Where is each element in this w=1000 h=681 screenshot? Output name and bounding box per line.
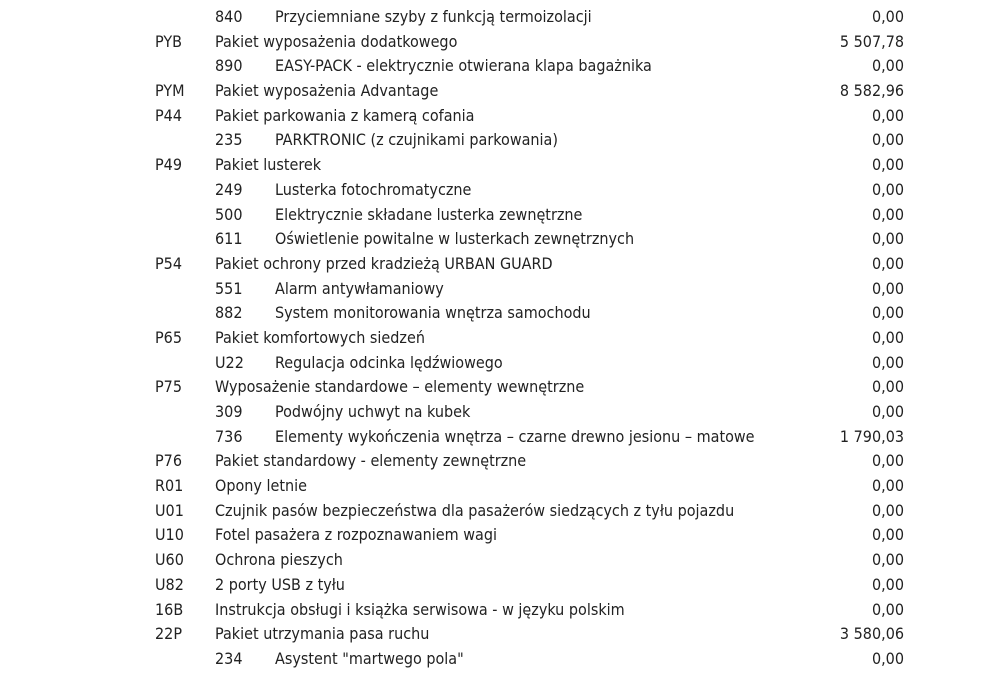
option-code: 551 xyxy=(215,278,243,298)
option-price: 0,00 xyxy=(871,648,904,668)
equipment-row xyxy=(0,598,1000,623)
equipment-row xyxy=(0,548,1000,573)
equipment-row xyxy=(0,622,1000,647)
option-price: 0,00 xyxy=(871,130,904,150)
option-code: P54 xyxy=(155,253,182,273)
option-price: 3 580,06 xyxy=(839,624,904,644)
option-description: System monitorowania wnętrza samochodu xyxy=(275,303,591,323)
option-code: 309 xyxy=(215,402,243,421)
option-description: Elektrycznie składane lusterka zewnętrzne xyxy=(275,204,583,224)
option-price: 0,00 xyxy=(871,377,904,397)
option-description: Podwójny uchwyt na kubek xyxy=(275,402,471,421)
option-price: 0,00 xyxy=(871,476,904,496)
option-code: 840 xyxy=(215,7,243,26)
equipment-row xyxy=(0,128,1000,153)
equipment-row xyxy=(0,277,1000,302)
option-price: 0,00 xyxy=(871,599,904,619)
option-description: Pakiet ochrony przed kradzieżą URBAN GUARD xyxy=(215,253,553,273)
option-code: U01 xyxy=(155,500,184,520)
option-code: 235 xyxy=(215,130,243,150)
option-code: 500 xyxy=(215,204,243,224)
option-code: P76 xyxy=(155,451,182,471)
option-description: 2 porty USB z tyłu xyxy=(215,574,345,594)
option-code: R01 xyxy=(155,476,184,496)
equipment-row xyxy=(0,5,1000,30)
option-code: PYM xyxy=(155,81,185,101)
option-code: U22 xyxy=(215,352,244,372)
equipment-row xyxy=(0,499,1000,524)
equipment-row xyxy=(0,79,1000,104)
option-price: 0,00 xyxy=(871,402,904,421)
option-description: Wyposażenie standardowe – elementy wewnętrzne xyxy=(215,377,585,397)
option-code: 16B xyxy=(155,599,184,619)
option-code: P44 xyxy=(155,105,182,125)
option-price: 1 790,03 xyxy=(839,426,904,446)
option-price: 0,00 xyxy=(871,105,904,125)
equipment-row xyxy=(0,30,1000,55)
option-price: 0,00 xyxy=(871,550,904,570)
option-description: Asystent "martwego pola" xyxy=(275,648,464,668)
option-description: Pakiet lusterek xyxy=(215,155,322,175)
option-code: 882 xyxy=(215,303,243,323)
option-code: P75 xyxy=(155,377,182,397)
option-description: Pakiet utrzymania pasa ruchu xyxy=(215,624,430,644)
equipment-row xyxy=(0,425,1000,450)
option-description: Pakiet wyposażenia dodatkowego xyxy=(215,31,458,51)
option-description: Ochrona pieszych xyxy=(215,550,343,570)
option-code: 22P xyxy=(155,624,182,644)
equipment-row xyxy=(0,375,1000,400)
option-code: U10 xyxy=(155,525,184,545)
option-description: Elementy wykończenia wnętrza – czarne drewno jesionu – matowe xyxy=(275,426,755,446)
option-description: Instrukcja obsługi i książka serwisowa - w języku polskim xyxy=(215,599,625,619)
equipment-list xyxy=(0,5,1000,672)
equipment-row xyxy=(0,301,1000,326)
option-price: 5 507,78 xyxy=(839,31,904,51)
option-code: PYB xyxy=(155,31,182,51)
equipment-row xyxy=(0,351,1000,376)
equipment-row xyxy=(0,178,1000,203)
option-description: PARKTRONIC (z czujnikami parkowania) xyxy=(275,130,558,150)
equipment-row xyxy=(0,474,1000,499)
option-code: 249 xyxy=(215,179,243,199)
option-price: 0,00 xyxy=(871,229,904,249)
equipment-row xyxy=(0,104,1000,129)
option-price: 0,00 xyxy=(871,352,904,372)
equipment-row xyxy=(0,326,1000,351)
option-code: 234 xyxy=(215,648,243,668)
option-code: P65 xyxy=(155,327,182,347)
option-price: 0,00 xyxy=(871,451,904,471)
option-price: 0,00 xyxy=(871,500,904,520)
equipment-row xyxy=(0,400,1000,425)
equipment-row xyxy=(0,54,1000,79)
option-price: 0,00 xyxy=(871,204,904,224)
equipment-row xyxy=(0,252,1000,277)
option-price: 0,00 xyxy=(871,179,904,199)
equipment-row xyxy=(0,153,1000,178)
option-description: Pakiet komfortowych siedzeń xyxy=(215,327,425,347)
equipment-row xyxy=(0,573,1000,598)
option-price: 0,00 xyxy=(871,155,904,175)
option-code: P49 xyxy=(155,155,182,175)
option-price: 0,00 xyxy=(871,525,904,545)
option-description: Regulacja odcinka lędźwiowego xyxy=(275,352,503,372)
option-price: 0,00 xyxy=(871,574,904,594)
option-description: EASY-PACK - elektrycznie otwierana klapa bagażnika xyxy=(275,56,652,76)
equipment-row xyxy=(0,203,1000,228)
option-code: U82 xyxy=(155,574,184,594)
option-code: 736 xyxy=(215,426,243,446)
equipment-row xyxy=(0,647,1000,672)
option-price: 0,00 xyxy=(871,303,904,323)
option-description: Czujnik pasów bezpieczeństwa dla pasażerów siedzących z tyłu pojazdu xyxy=(215,500,735,520)
equipment-row xyxy=(0,523,1000,548)
option-code: 611 xyxy=(215,229,243,249)
option-description: Przyciemniane szyby z funkcją termoizolacji xyxy=(275,7,592,26)
option-description: Opony letnie xyxy=(215,476,307,496)
option-price: 0,00 xyxy=(871,253,904,273)
equipment-row xyxy=(0,449,1000,474)
option-price: 0,00 xyxy=(871,56,904,76)
option-price: 8 582,96 xyxy=(839,81,904,101)
option-price: 0,00 xyxy=(871,278,904,298)
option-description: Fotel pasażera z rozpoznawaniem wagi xyxy=(215,525,497,545)
option-description: Lusterka fotochromatyczne xyxy=(275,179,472,199)
equipment-row xyxy=(0,227,1000,252)
option-description: Alarm antywłamaniowy xyxy=(275,278,444,298)
option-description: Oświetlenie powitalne w lusterkach zewnętrznych xyxy=(275,229,635,249)
option-price: 0,00 xyxy=(871,7,904,26)
option-code: U60 xyxy=(155,550,184,570)
option-price: 0,00 xyxy=(871,327,904,347)
option-description: Pakiet parkowania z kamerą cofania xyxy=(215,105,475,125)
option-code: 890 xyxy=(215,56,243,76)
option-description: Pakiet wyposażenia Advantage xyxy=(215,81,439,101)
option-description: Pakiet standardowy - elementy zewnętrzne xyxy=(215,451,527,471)
